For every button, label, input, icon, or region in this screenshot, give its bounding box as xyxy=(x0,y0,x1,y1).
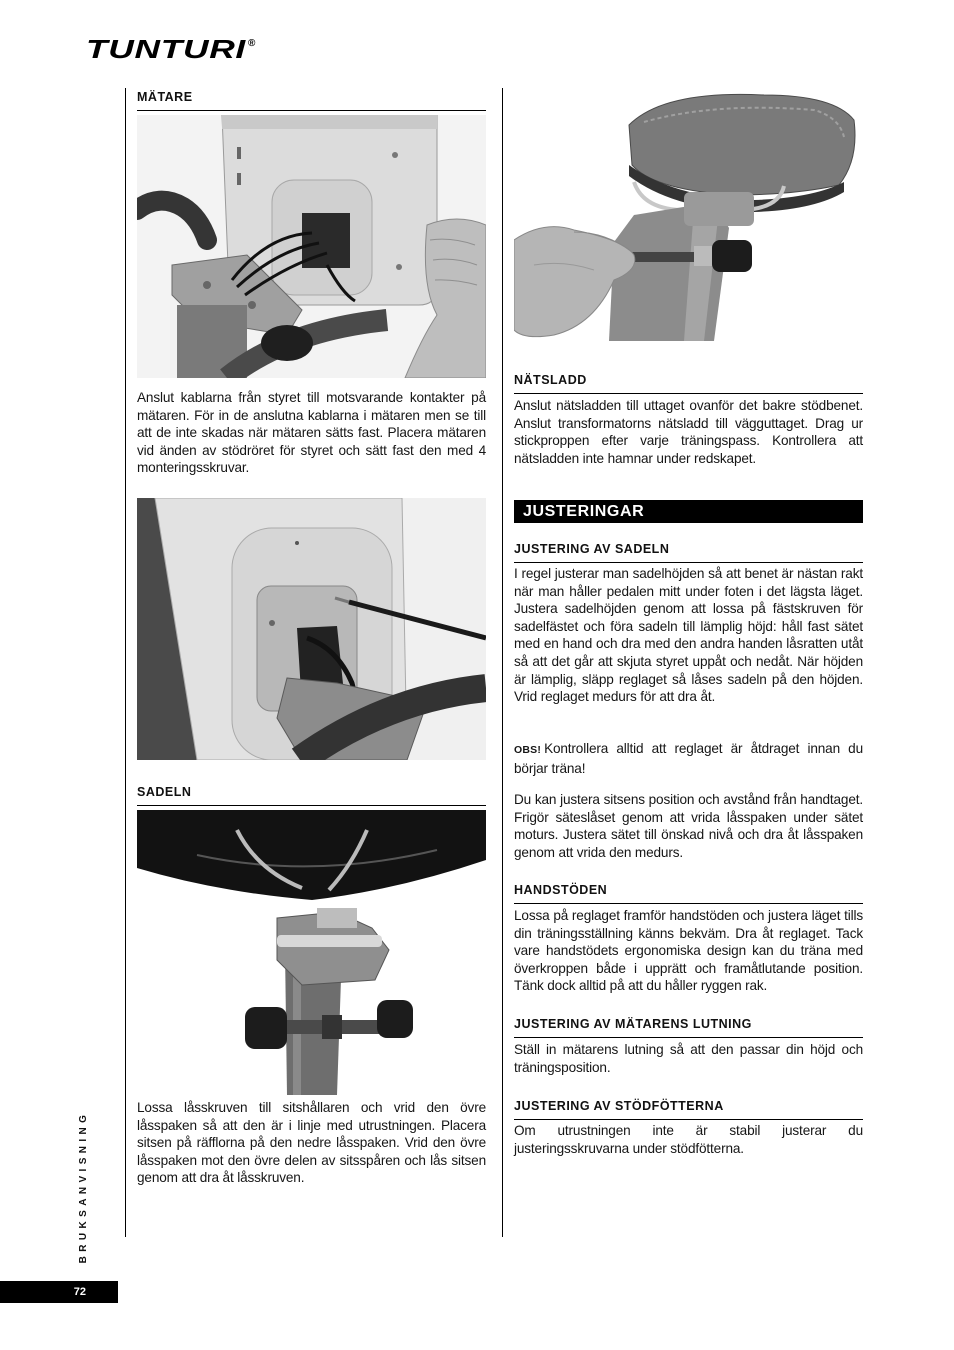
middle-column-rule xyxy=(502,88,503,1237)
side-label: BRUKSANVISNING xyxy=(78,1110,89,1264)
section-heading-handstoden: HANDSTÖDEN xyxy=(514,882,863,904)
section-banner-justeringar: JUSTERINGAR xyxy=(514,500,863,523)
photo-meter-cable-connection xyxy=(137,115,486,378)
left-column-rule xyxy=(125,88,126,1237)
brand-logo: TUNTURI xyxy=(86,34,246,64)
justering-sadeln-paragraph: I regel justerar man sadelhöjden så att benet är nästan rakt när man håller pedalen mitt under foten i det lägsta läget. Justera sadelhöjden genom att lossa på fästskruven för sadelfästet och föra sadeln till lämplig höjd: håll fast sätet med en hand och dra med den andra handen låsratten utåt så att det går att skjuta styret uppåt och nedåt. När höjden är lämplig, släpp reglaget så låses sadeln på den höjden. Vrid reglaget medurs för att dra åt. xyxy=(514,566,863,705)
natsladd-paragraph: Anslut nätsladden till uttaget ovanför det bakre stödbenet. Anslut transformatorns nätsladd till vägguttaget. Drag ur stickproppen efter varje träningspass. Kontrollera att nätsladden inte hamnar under redskapet. xyxy=(514,398,863,466)
section-heading-justering-sadeln: JUSTERING AV SADELN xyxy=(514,541,863,563)
photo-saddle-height-adjustment xyxy=(514,90,863,341)
handstoden-paragraph: Lossa på reglaget framför handstöden och justera läget tills din träningsställning känns bekväm. Dra åt reglaget. Tack vare handstödets ergonomiska design kan du träna med överkroppen både i upprätt och framåtlutande position. Tänk dock alltid på att du håller ryggen rak. xyxy=(514,908,863,994)
section-heading-matarens-lutning: JUSTERING AV MÄTARENS LUTNING xyxy=(514,1016,863,1038)
obs-note-text: Kontrollera alltid att reglaget är åtdraget innan du börjar träna! xyxy=(514,741,863,776)
photo-meter-mounting-screwdriver xyxy=(137,498,486,760)
obs-label: OBS! xyxy=(514,744,542,756)
matarens-lutning-paragraph: Ställ in mätarens lutning så att den passar din höjd och träningsposition. xyxy=(514,1042,863,1075)
section-heading-stodfotterna: JUSTERING AV STÖDFÖTTERNA xyxy=(514,1098,863,1120)
justering-sitsposition-paragraph: Du kan justera sitsens position och avstånd från handtaget. Frigör säteslåset genom att vrida låsspaken under sätet moturs. Justera sätet till önskad nivå och dra åt låsspaken genom att vrida den medurs. xyxy=(514,792,863,860)
section-heading-matare: MÄTARE xyxy=(137,89,486,111)
section-heading-natsladd: NÄTSLADD xyxy=(514,372,863,394)
section-heading-sadeln: SADELN xyxy=(137,784,486,806)
registered-mark: ® xyxy=(248,38,256,49)
photo-seat-clamp-knobs xyxy=(137,810,486,1095)
obs-note xyxy=(514,740,863,777)
page-number: 72 xyxy=(0,1281,118,1303)
sadeln-paragraph: Lossa låsskruven till sitshållaren och vrid den övre låsspaken så att den är i linje med utrustningen. Placera sitsen på räfflorna på den nedre låsspaken. Vrid den övre låsspaken mot den övre delen av sitsspåren och lås sitsen genom att dra åt låsskruven. xyxy=(137,1100,486,1186)
stodfotterna-paragraph: Om utrustningen inte är stabil justerar du justeringsskruvarna under stödfötterna. xyxy=(514,1123,863,1156)
matare-paragraph: Anslut kablarna från styret till motsvarande kontakter på mätaren. För in de anslutna kablarna i mätaren men se till att de inte skadas när mätaren sätts fast. Placera mätaren vid änden av stödröret för styret och sätt fast den med 4 monteringsskruvar. xyxy=(137,390,486,476)
